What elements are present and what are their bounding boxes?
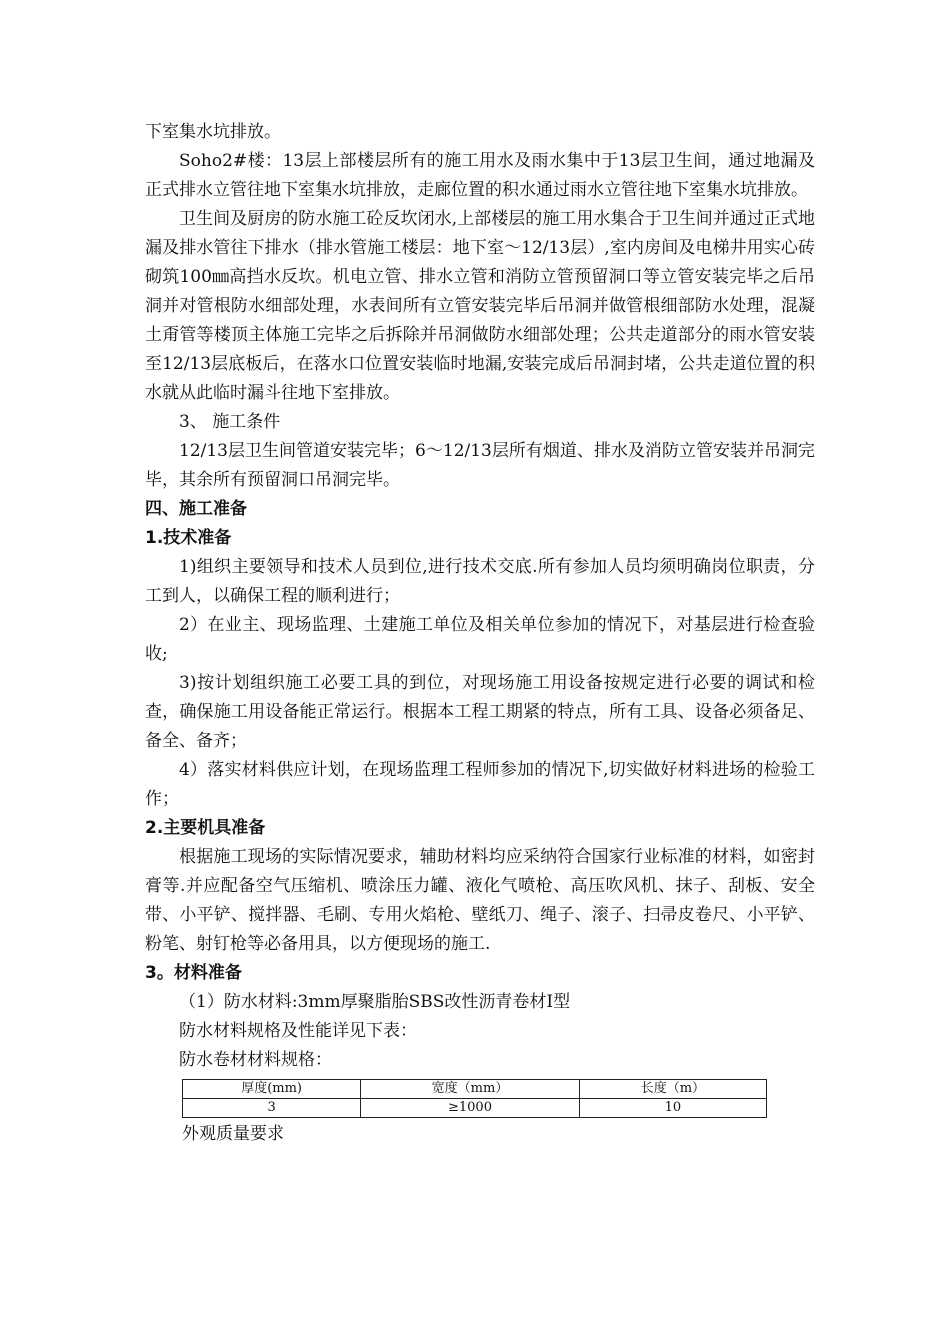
section-heading-4: 四、施工准备 xyxy=(145,499,247,519)
table-header-row xyxy=(183,1080,767,1099)
table-row xyxy=(183,1099,767,1118)
appearance-quality-label: 外观质量要求 xyxy=(182,1124,284,1144)
heading-machine-prep: 2.主要机具准备 xyxy=(145,818,266,838)
material-line-3: 防水卷材材料规格： xyxy=(179,1050,332,1070)
paragraph-3: 卫生间及厨房的防水施工砼反坎闭水,上部楼层的施工用水集合于卫生间并通过正式地漏及排水管往下排水（排水管施工楼层：地下室～12/13层）,室内房间及电梯井用实心砖砌筑100㎜高挡水反坎。机电立管、排水立管和消防立管预留洞口等立管安装完毕之后吊洞并对管根防水细部处理，水表间所有立管安装完毕后吊洞并做管根细部防水处理，混凝土甭管等楼顶主体施工完毕之后拆除并吊洞做防水细部处理；公共走道部分的雨水管安装至12/13层底板后，在落水口位置安装临时地漏,安装完成后吊洞封堵，公共走道位置的积水就从此临时漏斗往地下室排放。 xyxy=(145,209,815,403)
paragraph-1: 下室集水坑排放。 xyxy=(145,122,281,142)
table-cell: ≥1000 xyxy=(361,1099,580,1118)
table-header-cell: 宽度（mm） xyxy=(361,1080,580,1099)
subheading-construction-conditions: 3、 施工条件 xyxy=(179,412,281,432)
table-header-cell: 长度（m） xyxy=(579,1080,766,1099)
tech-item-2: 2）在业主、现场监理、土建施工单位及相关单位参加的情况下，对基层进行检查验收; xyxy=(145,615,815,664)
document-page xyxy=(145,118,815,1149)
heading-tech-prep: 1.技术准备 xyxy=(145,528,232,548)
tech-item-4: 4）落实材料供应计划，在现场监理工程师参加的情况下,切实做好材料进场的检验工作； xyxy=(145,760,815,809)
table-header-cell: 厚度(mm) xyxy=(183,1080,361,1099)
table-cell: 3 xyxy=(183,1099,361,1118)
tech-item-1: 1)组织主要领导和技术人员到位,进行技术交底.所有参加人员均须明确岗位职责，分工到人，以确保工程的顺利进行； xyxy=(145,557,815,606)
material-line-2: 防水材料规格及性能详见下表： xyxy=(179,1021,417,1041)
spec-table xyxy=(182,1079,767,1118)
machine-text: 根据施工现场的实际情况要求，辅助材料均应采纳符合国家行业标准的材料，如密封膏等.并应配备空气压缩机、喷涂压力罐、液化气喷枪、高压吹风机、抹子、刮板、安全带、小平铲、搅拌器、毛刷、专用火焰枪、壁纸刀、绳子、滚子、扫帚皮卷尺、小平铲、粉笔、射钉枪等必备用具，以方便现场的施工. xyxy=(145,847,815,954)
paragraph-5: 12/13层卫生间管道安装完毕；6～12/13层所有烟道、排水及消防立管安装并吊洞完毕，其余所有预留洞口吊洞完毕。 xyxy=(145,441,815,490)
material-line-1: （1）防水材料:3mm厚聚脂胎SBS改性沥青卷材Ⅰ型 xyxy=(179,992,571,1012)
paragraph-2: Soho2#楼：13层上部楼层所有的施工用水及雨水集中于13层卫生间，通过地漏及正式排水立管往地下室集水坑排放，走廊位置的积水通过雨水立管往地下室集水坑排放。 xyxy=(145,151,815,200)
heading-material-prep: 3。材料准备 xyxy=(145,963,242,983)
table-cell: 10 xyxy=(579,1099,766,1118)
tech-item-3: 3)按计划组织施工必要工具的到位，对现场施工用设备按规定进行必要的调试和检查，确保施工用设备能正常运行。根据本工程工期紧的特点，所有工具、设备必须备足、备全、备齐； xyxy=(145,673,815,751)
